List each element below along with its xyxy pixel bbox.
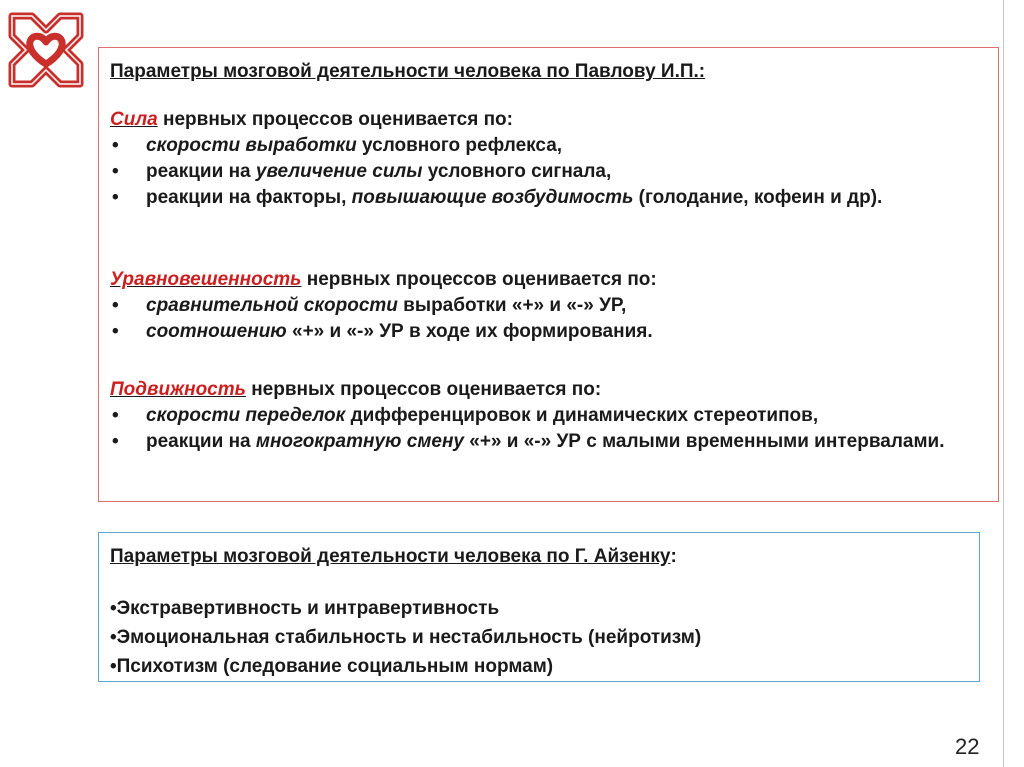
balance-lead: [110, 268, 988, 292]
item-emphasis: многократную смену: [255, 431, 464, 452]
eysenck-title: [110, 545, 677, 569]
item-text: условного сигнала,: [422, 161, 612, 182]
strength-section: [110, 108, 988, 212]
list-item: [110, 430, 988, 454]
item-emphasis: скорости выработки: [146, 135, 357, 156]
strength-lead: [110, 108, 988, 132]
item-text: дифференцировок и динамических стереотипов,: [345, 405, 819, 426]
balance-section: [110, 268, 988, 346]
strength-lead-text: нервных процессов оценивается по:: [157, 109, 513, 130]
bullet: •: [112, 321, 119, 342]
balance-lead-text: нервных процессов оценивается по:: [301, 269, 657, 290]
item-emphasis: сравнительной скорости: [146, 295, 398, 316]
item-text: «+» и «-» УР в ходе их формирования.: [286, 321, 653, 342]
item-text: реакции на: [146, 161, 256, 182]
bullet: •: [112, 295, 119, 316]
item-text: выработки «+» и «-» УР,: [397, 295, 627, 316]
bullet: •: [112, 161, 119, 182]
list-item: [110, 134, 988, 158]
list-item: [110, 404, 988, 428]
bullet: •: [112, 431, 119, 452]
item-text: реакции на: [146, 431, 256, 452]
item-text: (голодание, кофеин и др).: [633, 187, 883, 208]
list-item: [110, 160, 988, 184]
balance-keyword: Уравновешенность: [110, 269, 302, 290]
eysenck-title-suffix: :: [670, 546, 677, 567]
mobility-keyword: Подвижность: [110, 379, 246, 400]
item-text: реакции на факторы,: [146, 187, 352, 208]
eysenck-parameters-box: [98, 532, 980, 682]
list-item: [110, 294, 988, 318]
item-emphasis: соотношению: [146, 321, 287, 342]
hearts-logo-icon: [2, 6, 90, 96]
mobility-lead-text: нервных процессов оценивается по:: [245, 379, 602, 400]
list-item: •Эмоциональная стабильность и нестабильность (нейротизм): [110, 627, 702, 648]
pavlov-title: Параметры мозговой деятельности человека по Павлову И.П.:: [110, 61, 706, 82]
mobility-lead: [110, 378, 988, 402]
strength-keyword: Сила: [110, 109, 158, 130]
bullet: •: [112, 405, 119, 426]
item-emphasis: повышающие возбудимость: [351, 187, 634, 208]
list-item: [110, 186, 988, 210]
list-item: •Психотизм (следование социальным нормам): [110, 656, 554, 677]
right-divider-line: [1003, 0, 1004, 767]
item-text: условного рефлекса,: [356, 135, 563, 156]
list-item: [110, 320, 988, 344]
eysenck-list: [110, 597, 701, 684]
pavlov-parameters-box: [98, 47, 999, 502]
eysenck-title-text: Параметры мозговой деятельности человека по Г. Айзенку: [110, 546, 671, 567]
slide-number: 22: [955, 734, 980, 759]
list-item: •Экстравертивность и интравертивность: [110, 598, 500, 619]
item-emphasis: увеличение силы: [255, 161, 423, 182]
item-text: «+» и «-» УР с малыми временными интервалами.: [463, 431, 945, 452]
bullet: •: [112, 187, 119, 208]
item-emphasis: скорости переделок: [146, 405, 346, 426]
bullet: •: [112, 135, 119, 156]
mobility-section: [110, 378, 988, 456]
